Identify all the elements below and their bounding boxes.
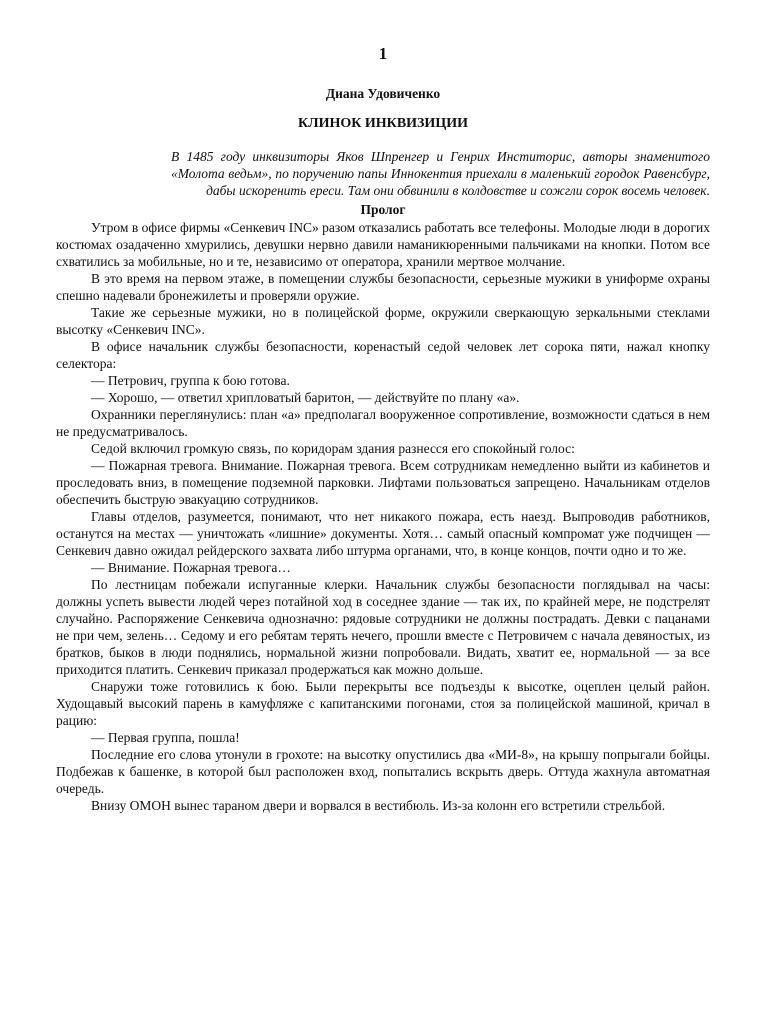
- paragraph: Главы отделов, разумеется, понимают, что нет никакого пожара, есть наезд. Выпроводив работников, останутся на местах — уничтожать «лишние» документы. Хотя… самый опасный компромат уже подчищен — Сенкевич давно ожидал рейдерского захвата либо штурма органами, что, в конце концов, почти одно и то же.: [56, 509, 710, 558]
- paragraph: В офисе начальник службы безопасности, коренастый седой человек лет сорока пяти, нажал кнопку селектора:: [56, 339, 710, 371]
- paragraph: По лестницам побежали испуганные клерки. Начальник службы безопасности поглядывал на часы: должны успеть вывести людей через потайной ход в соседнее здание — так их, по крайней мере, не подстрелят случайно. Распоряжение Сенкевича однозначно: рядовые сотрудники не должны пострадать. Девки с пацанами не при чем, зелень… Седому и его ребятам терять нечего, прошли вместе с Петровичем с начала девяностых, из братков, быков в люди поднялись, нормальной жизни попробовали. Видать, хватит ее, нормальной — за все приходится платить. Сенкевич приказал продержаться как можно дольше.: [56, 577, 710, 677]
- paragraph: — Первая группа, пошла!: [91, 730, 240, 745]
- author-name: Диана Удовиченко: [325, 86, 441, 101]
- paragraph: — Внимание. Пожарная тревога…: [91, 560, 291, 575]
- page-number: 1: [378, 44, 388, 63]
- paragraph: — Хорошо, — ответил хрипловатый баритон, — действуйте по плану «а».: [91, 390, 520, 405]
- paragraph: В это время на первом этаже, в помещении службы безопасности, серьезные мужики в униформе охраны спешно надевали бронежилеты и проверяли оружие.: [56, 271, 710, 303]
- paragraph: — Пожарная тревога. Внимание. Пожарная тревога. Всем сотрудникам немедленно выйти из кабинетов и проследовать вниз, в помещение подземной парковки. Лифтами пользоваться запрещено. Начальникам отделов обеспечить быструю эвакуацию сотрудников.: [56, 458, 710, 507]
- paragraph: Последние его слова утонули в грохоте: на высотку опустились два «МИ-8», на крышу попрыгали бойцы. Подбежав к башенке, в которой был расположен вход, попытались вскрыть дверь. Оттуда жахнула автоматная очередь.: [56, 747, 710, 796]
- paragraph: Седой включил громкую связь, по коридорам здания разнесся его спокойный голос:: [91, 441, 575, 456]
- paragraph: Утром в офисе фирмы «Сенкевич INC» разом отказались работать все телефоны. Молодые люди в дорогих костюмах озадаченно хмурились, девушки нервно давили наманикюренными пальчиками на кнопки. Потом все схватились за мобильные, но и те, независимо от оператора, хранили мертвое молчание.: [56, 220, 710, 269]
- paragraph: Такие же серьезные мужики, но в полицейской форме, окружили сверкающую зеркальными стеклами высотку «Сенкевич INC».: [56, 305, 710, 337]
- epigraph: В 1485 году инквизиторы Яков Шпренгер и Генрих Инститорис, авторы знаменитого «Молота ведьм», по поручению папы Иннокентия приехали в маленький городок Равенсбург, дабы искоренить ереси. Там они обвинили в колдовстве и сожгли сорок восемь человек.: [171, 149, 710, 198]
- paragraph: Внизу ОМОН вынес тараном двери и ворвался в вестибюль. Из-за колонн его встретили стрельбой.: [91, 798, 666, 813]
- body-text: [56, 219, 710, 814]
- section-title: Пролог: [360, 202, 406, 217]
- paragraph: Снаружи тоже готовились к бою. Были перекрыты все подъезды к высотке, оцеплен целый район. Худощавый высокий парень в камуфляже с капитанскими погонами, стоя за полицейской машиной, кричал в рацию:: [56, 679, 710, 728]
- paragraph: Охранники переглянулись: план «а» предполагал вооруженное сопротивление, возможности сдаться в нем не предусматривалось.: [56, 407, 710, 439]
- book-title: КЛИНОК ИНКВИЗИЦИИ: [297, 116, 468, 131]
- paragraph: — Петрович, группа к бою готова.: [91, 373, 290, 388]
